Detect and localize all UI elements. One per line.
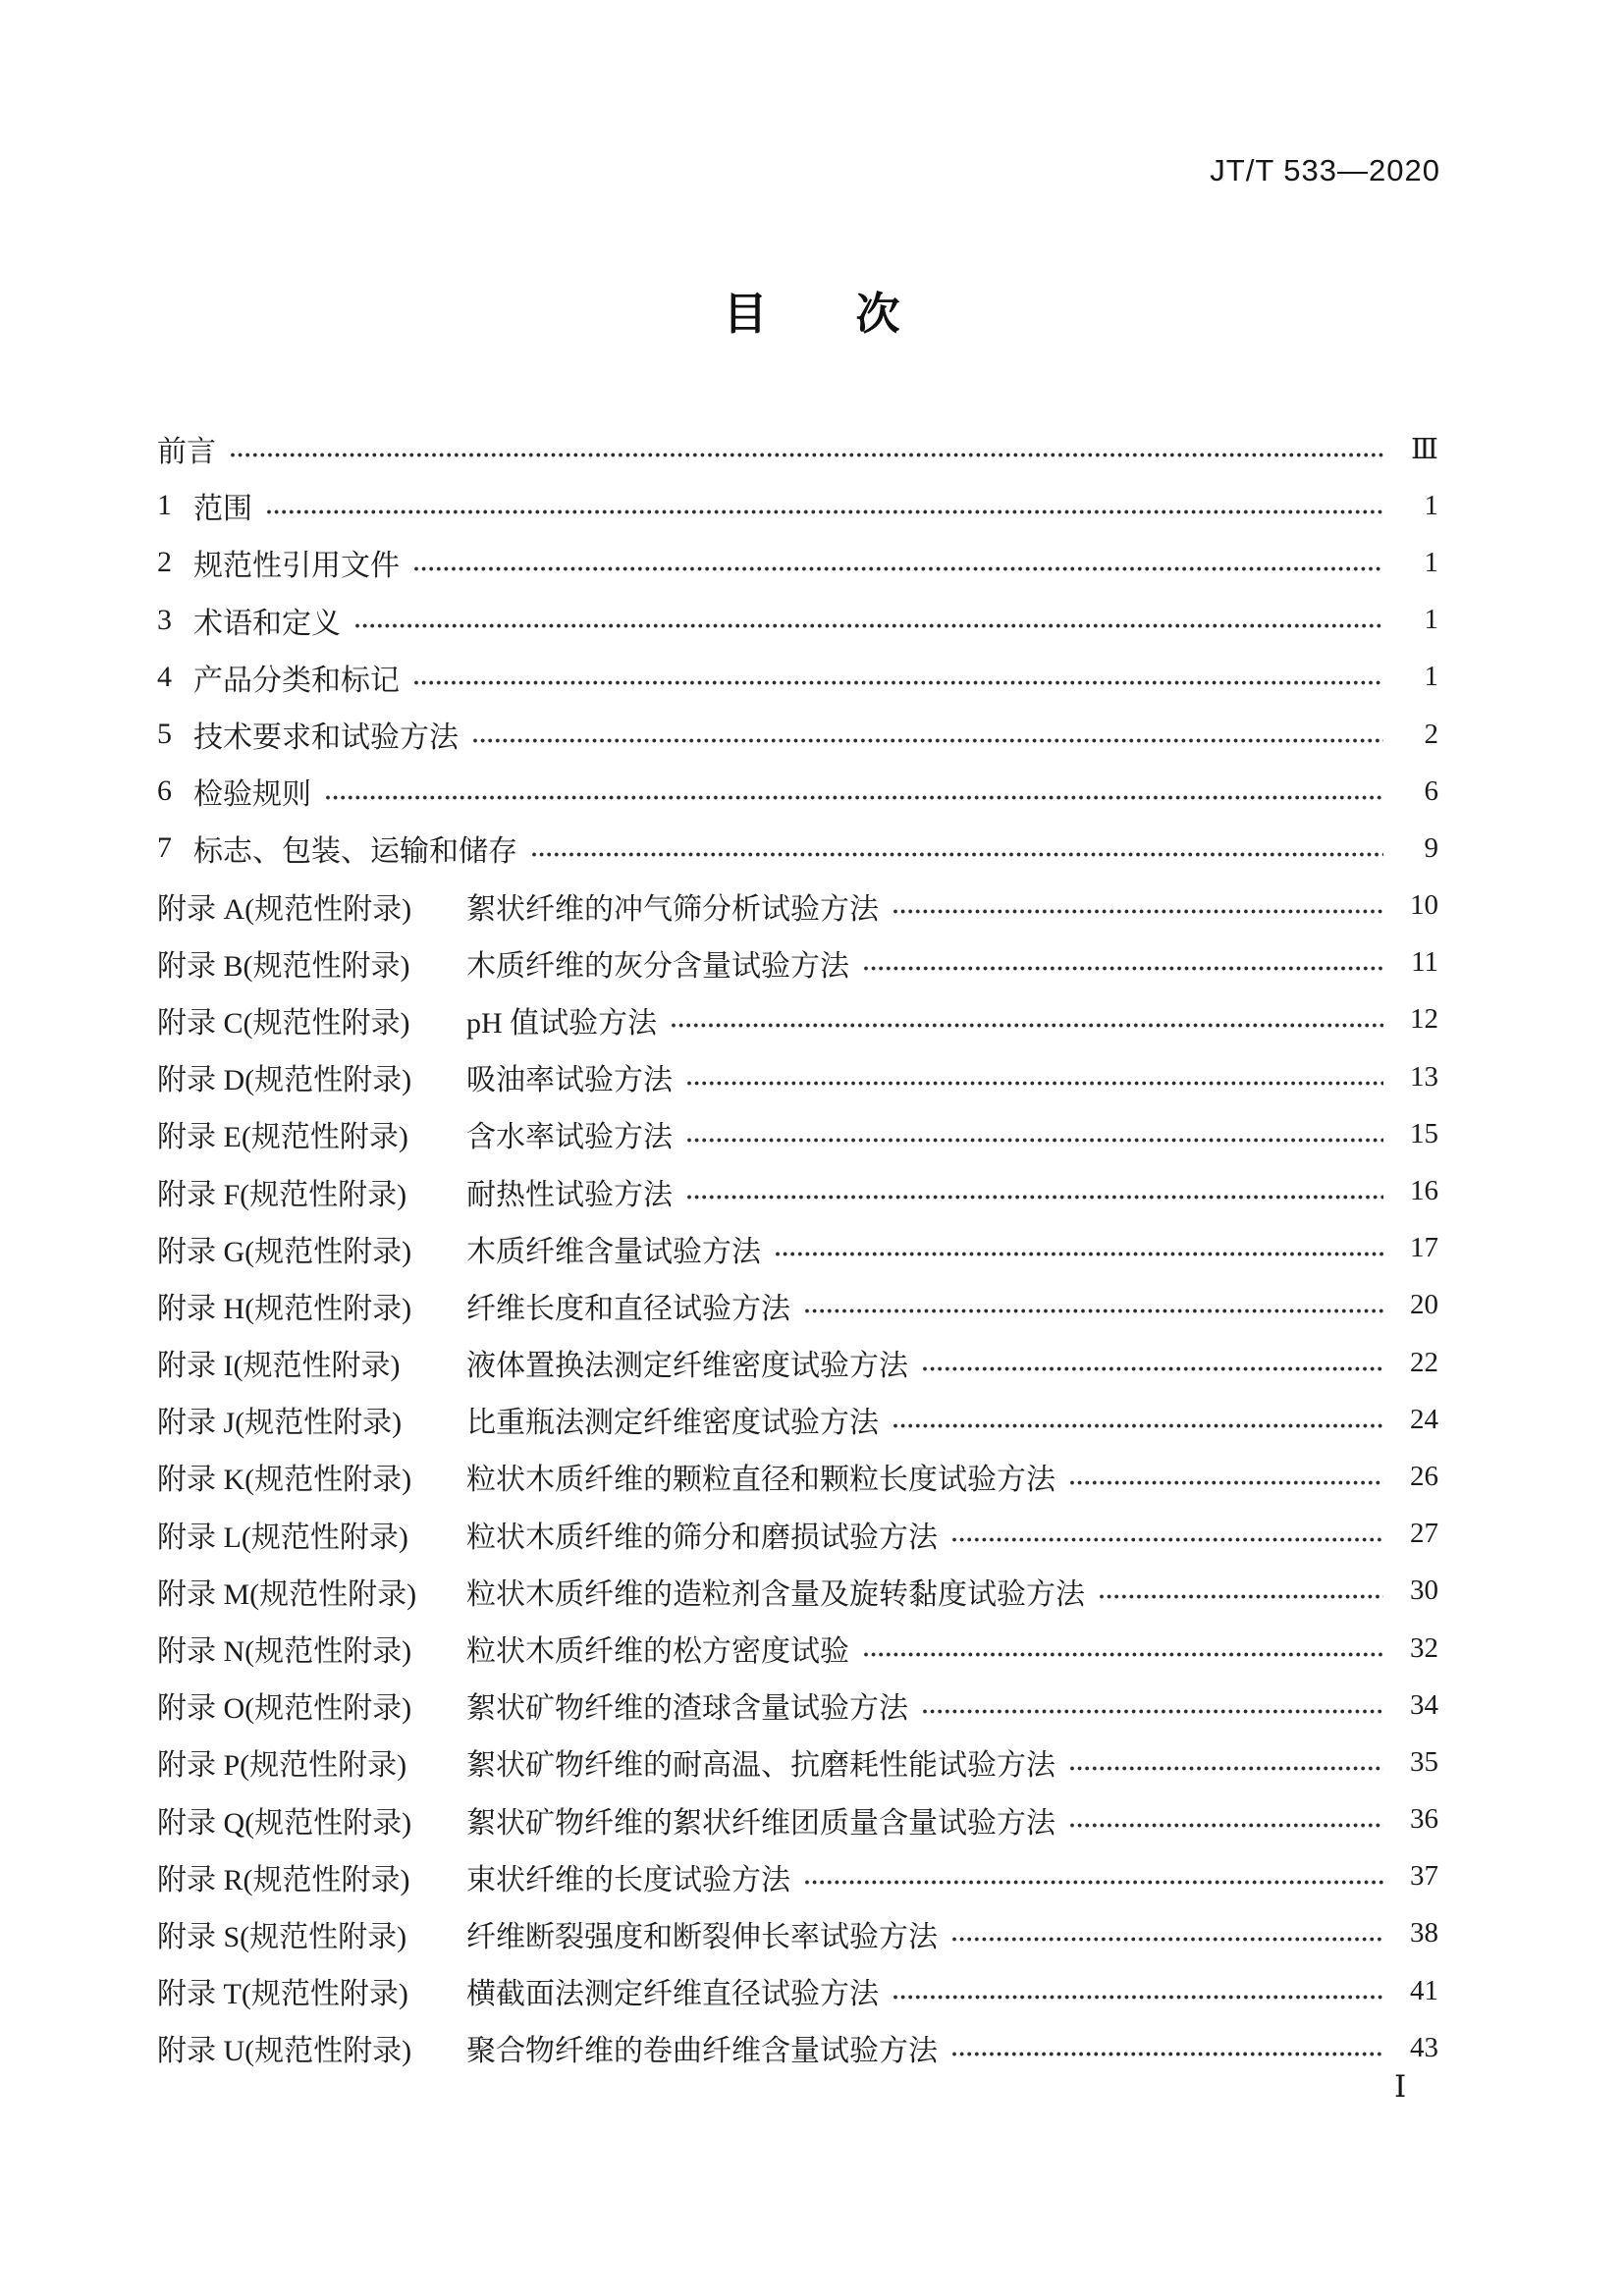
- toc-entry-page: 17: [1410, 1232, 1438, 1264]
- toc-entry-label: 横截面法测定纤维直径试验方法: [466, 1978, 879, 2011]
- toc-entry-page: 30: [1410, 1575, 1438, 1607]
- toc-entry-page: Ⅲ: [1411, 433, 1438, 465]
- toc-entry: [157, 1105, 1438, 1162]
- toc-entry-label: 粒状木质纤维的筛分和磨损试验方法: [466, 1521, 938, 1554]
- leader-dots-icon: [951, 1536, 1383, 1545]
- toc-entry-page: 6: [1424, 774, 1438, 807]
- toc-entry: [157, 706, 1438, 763]
- toc-entry-appendix: 附录 P(规范性附录): [157, 1749, 407, 1783]
- toc-entry-appendix: 附录 Q(规范性附录): [157, 1806, 412, 1840]
- leader-dots-icon: [230, 452, 1383, 460]
- leader-dots-icon: [922, 1708, 1383, 1717]
- toc-entry-number: 1: [157, 489, 172, 522]
- leader-dots-icon: [671, 1022, 1383, 1031]
- toc-entry-label: 技术要求和试验方法: [193, 721, 459, 755]
- toc-entry-appendix: 附录 N(规范性附录): [157, 1635, 412, 1669]
- toc-entry-label: 束状纤维的长度试验方法: [466, 1863, 790, 1896]
- toc-entry-label: 粒状木质纤维的颗粒直径和颗粒长度试验方法: [466, 1464, 1055, 1497]
- leader-dots-icon: [951, 2051, 1383, 2059]
- toc-entry-label: 纤维长度和直径试验方法: [466, 1292, 790, 1325]
- toc-entry-number: 6: [157, 774, 172, 808]
- toc-entry-label: 木质纤维含量试验方法: [466, 1235, 761, 1268]
- leader-dots-icon: [893, 1422, 1383, 1431]
- toc-entry-label: 产品分类和标记: [193, 664, 400, 697]
- toc-entry-page: 20: [1410, 1289, 1438, 1321]
- toc-entry-label: 术语和定义: [193, 607, 341, 640]
- toc-entry-page: 10: [1410, 889, 1438, 922]
- toc-entry-appendix: 附录 C(规范性附录): [157, 1006, 410, 1040]
- toc-entry-label: 标志、包装、运输和储存: [193, 835, 517, 869]
- leader-dots-icon: [686, 1194, 1383, 1202]
- toc-entry: [157, 1162, 1438, 1219]
- toc-entry-page: 13: [1410, 1060, 1438, 1093]
- toc-entry-label: 纤维断裂强度和断裂伸长率试验方法: [466, 1920, 938, 1953]
- toc-entry-number: 5: [157, 718, 172, 751]
- toc-entry-appendix: 附录 H(规范性附录): [157, 1292, 412, 1325]
- toc-entry: [157, 534, 1438, 591]
- toc-entry-appendix: 附录 S(规范性附录): [157, 1920, 407, 1953]
- leader-dots-icon: [325, 794, 1383, 803]
- toc-entry: [157, 1506, 1438, 1563]
- toc-entry-page: 38: [1410, 1917, 1438, 1949]
- toc-entry: [157, 1677, 1438, 1734]
- toc-entry-page: 1: [1424, 661, 1438, 693]
- toc-entry-page: 15: [1410, 1117, 1438, 1149]
- toc-entry: [157, 1620, 1438, 1677]
- toc-entry-label: 耐热性试验方法: [466, 1178, 673, 1211]
- leader-dots-icon: [413, 565, 1383, 574]
- toc-entry-appendix: 附录 M(规范性附录): [157, 1577, 417, 1611]
- toc-entry-number: 4: [157, 660, 172, 693]
- leader-dots-icon: [922, 1365, 1383, 1374]
- leader-dots-icon: [893, 908, 1383, 917]
- toc-entry-label: 规范性引用文件: [193, 550, 400, 583]
- footer-page-number: Ⅰ: [1394, 2069, 1407, 2104]
- leader-dots-icon: [893, 1994, 1383, 2002]
- toc-entry-appendix: 附录 U(规范性附录): [157, 2035, 412, 2068]
- toc-entry-label: 前言: [157, 436, 216, 469]
- toc-entry: [157, 1791, 1438, 1848]
- toc-entry-page: 32: [1410, 1631, 1438, 1664]
- toc-list: [157, 420, 1438, 2076]
- toc-entry-page: 12: [1410, 1003, 1438, 1036]
- toc-entry: [157, 934, 1438, 991]
- toc-entry: [157, 1048, 1438, 1105]
- toc-entry: [157, 649, 1438, 706]
- leader-dots-icon: [472, 737, 1383, 746]
- toc-entry-label: 絮状矿物纤维的絮状纤维团质量含量试验方法: [466, 1806, 1055, 1840]
- toc-entry-label: 絮状矿物纤维的渣球含量试验方法: [466, 1692, 908, 1726]
- document-code: JT/T 533—2020: [1210, 153, 1440, 187]
- toc-entry-label: 吸油率试验方法: [466, 1064, 673, 1097]
- toc-entry: [157, 477, 1438, 534]
- leader-dots-icon: [804, 1308, 1383, 1316]
- leader-dots-icon: [1099, 1593, 1383, 1602]
- leader-dots-icon: [686, 1137, 1383, 1146]
- toc-entry-label: 聚合物纤维的卷曲纤维含量试验方法: [466, 2035, 938, 2068]
- toc-entry-appendix: 附录 F(规范性附录): [157, 1178, 407, 1211]
- toc-entry: [157, 1391, 1438, 1448]
- toc-entry: [157, 1905, 1438, 1962]
- toc-entry-page: 9: [1424, 831, 1438, 864]
- toc-entry-number: 7: [157, 831, 172, 865]
- toc-entry-page: 41: [1410, 1974, 1438, 2006]
- toc-entry: [157, 820, 1438, 877]
- toc-entry-label: 含水率试验方法: [466, 1121, 673, 1154]
- toc-entry-page: 2: [1424, 718, 1438, 750]
- leader-dots-icon: [1069, 1822, 1383, 1831]
- toc-entry-page: 1: [1424, 489, 1438, 521]
- leader-dots-icon: [863, 1651, 1383, 1660]
- toc-entry: [157, 592, 1438, 649]
- toc-entry: [157, 878, 1438, 934]
- toc-entry: [157, 1848, 1438, 1905]
- toc-entry: [157, 420, 1438, 477]
- toc-entry-appendix: 附录 B(规范性附录): [157, 949, 410, 983]
- toc-entry-page: 37: [1410, 1860, 1438, 1893]
- toc-entry-page: 43: [1410, 2031, 1438, 2063]
- toc-entry-appendix: 附录 K(规范性附录): [157, 1464, 412, 1497]
- toc-entry-appendix: 附录 L(规范性附录): [157, 1521, 408, 1554]
- toc-entry-number: 3: [157, 603, 172, 636]
- toc-entry-page: 27: [1410, 1518, 1438, 1550]
- toc-entry-label: 检验规则: [193, 778, 311, 812]
- toc-entry: [157, 1734, 1438, 1790]
- toc-entry-page: 16: [1410, 1175, 1438, 1207]
- toc-entry-appendix: 附录 T(规范性附录): [157, 1978, 408, 2011]
- page-title: 目 次: [723, 290, 900, 339]
- leader-dots-icon: [354, 622, 1383, 631]
- toc-entry-page: 26: [1410, 1460, 1438, 1492]
- toc-entry-label: 粒状木质纤维的松方密度试验: [466, 1635, 849, 1669]
- toc-entry-appendix: 附录 E(规范性附录): [157, 1121, 408, 1154]
- toc-entry-page: 22: [1410, 1346, 1438, 1378]
- toc-entry-appendix: 附录 R(规范性附录): [157, 1863, 410, 1896]
- toc-entry: [157, 1220, 1438, 1277]
- toc-entry-page: 1: [1424, 546, 1438, 578]
- toc-entry-appendix: 附录 J(规范性附录): [157, 1407, 403, 1440]
- toc-entry-label: 范围: [193, 493, 252, 526]
- toc-entry-label: 粒状木质纤维的造粒剂含量及旋转黏度试验方法: [466, 1577, 1085, 1611]
- toc-entry-label: 絮状纤维的冲气筛分析试验方法: [466, 892, 879, 926]
- toc-entry-page: 35: [1410, 1745, 1438, 1778]
- leader-dots-icon: [951, 1936, 1383, 1945]
- toc-entry-appendix: 附录 O(规范性附录): [157, 1692, 412, 1726]
- toc-entry-number: 2: [157, 546, 172, 579]
- toc-entry-page: 1: [1424, 604, 1438, 636]
- toc-entry: [157, 2019, 1438, 2076]
- toc-entry-page: 11: [1411, 946, 1438, 979]
- toc-entry-appendix: 附录 A(规范性附录): [157, 892, 412, 926]
- toc-entry: [157, 763, 1438, 820]
- toc-entry: [157, 1563, 1438, 1620]
- toc-entry-label: pH 值试验方法: [466, 1006, 658, 1040]
- toc-entry: [157, 1334, 1438, 1391]
- toc-entry-label: 絮状矿物纤维的耐高温、抗磨耗性能试验方法: [466, 1749, 1055, 1783]
- toc-entry: [157, 1962, 1438, 2019]
- toc-entry-label: 比重瓶法测定纤维密度试验方法: [466, 1407, 879, 1440]
- leader-dots-icon: [1069, 1479, 1383, 1488]
- toc-entry-page: 34: [1410, 1688, 1438, 1721]
- leader-dots-icon: [1069, 1765, 1383, 1774]
- toc-entry: [157, 991, 1438, 1048]
- leader-dots-icon: [686, 1080, 1383, 1089]
- toc-entry-appendix: 附录 I(规范性附录): [157, 1350, 401, 1383]
- toc-entry-label: 液体置换法测定纤维密度试验方法: [466, 1350, 908, 1383]
- toc-entry: [157, 1448, 1438, 1505]
- toc-entry-page: 24: [1410, 1403, 1438, 1435]
- toc-entry-label: 木质纤维的灰分含量试验方法: [466, 949, 849, 983]
- leader-dots-icon: [531, 851, 1383, 860]
- toc-entry-appendix: 附录 G(规范性附录): [157, 1235, 412, 1268]
- leader-dots-icon: [413, 679, 1383, 688]
- leader-dots-icon: [266, 508, 1383, 517]
- leader-dots-icon: [804, 1879, 1383, 1888]
- toc-entry: [157, 1277, 1438, 1334]
- leader-dots-icon: [775, 1251, 1383, 1259]
- toc-entry-appendix: 附录 D(规范性附录): [157, 1064, 412, 1097]
- leader-dots-icon: [863, 965, 1383, 974]
- toc-entry-page: 36: [1410, 1803, 1438, 1836]
